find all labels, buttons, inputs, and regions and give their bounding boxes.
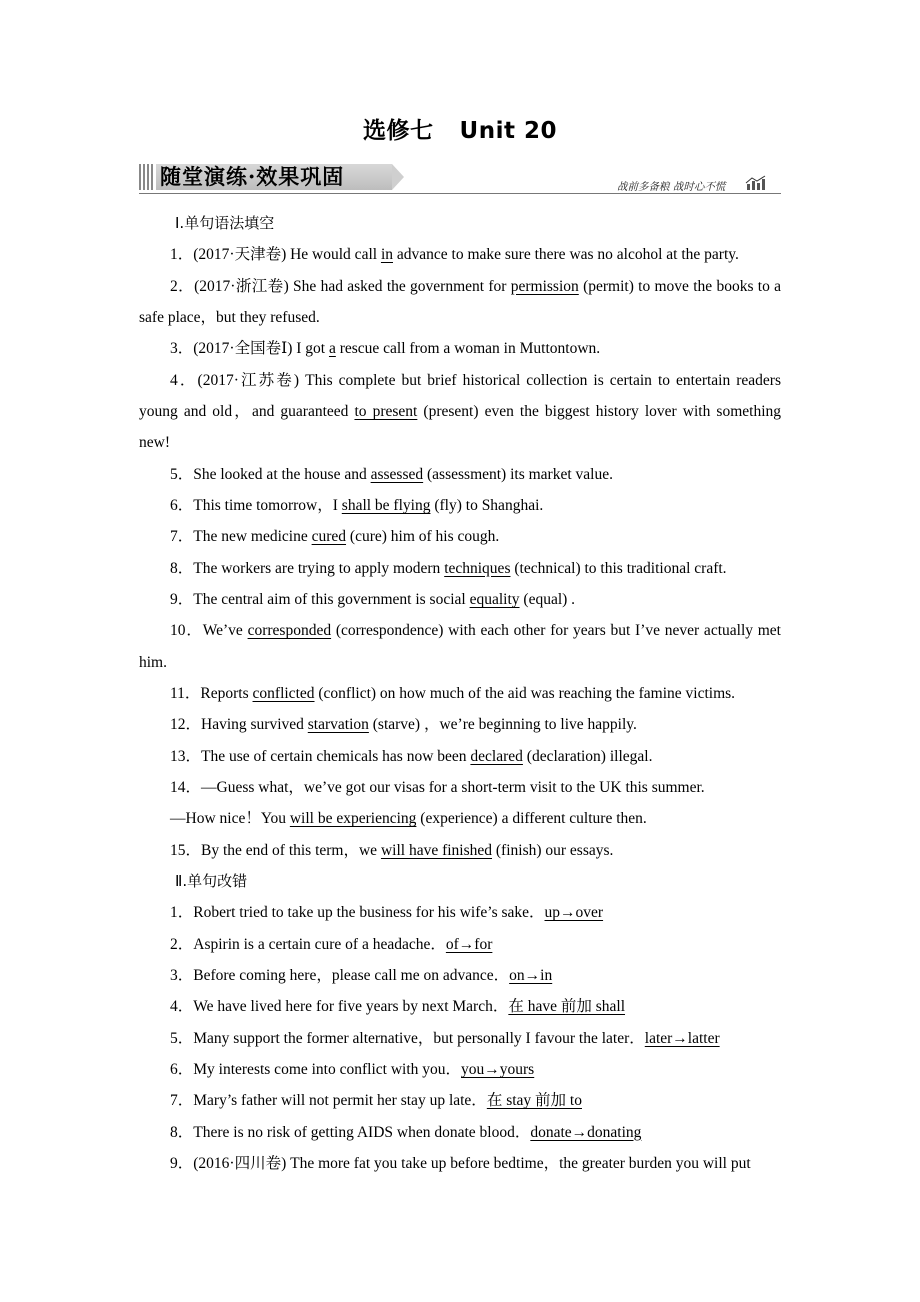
item-text: (assessment) its market value. bbox=[423, 465, 613, 483]
item-text: (equal) . bbox=[519, 590, 576, 608]
answer: you→yours bbox=[461, 1060, 535, 1078]
exercise-item bbox=[139, 803, 781, 834]
exercise-item bbox=[139, 1148, 781, 1179]
exercise-item bbox=[139, 897, 781, 928]
exercise-item bbox=[139, 584, 781, 615]
exercise-item bbox=[139, 553, 781, 584]
answer: starvation bbox=[307, 716, 369, 734]
item-text: (correspondence) with each other for years but I’ve never actually met him. bbox=[139, 622, 781, 671]
answer: cured bbox=[311, 528, 347, 546]
exercise-item bbox=[139, 1023, 781, 1054]
item-text: (conflict) on how much of the aid was reaching the famine victims. bbox=[314, 684, 736, 702]
answer: will have finished bbox=[380, 841, 493, 859]
answer: 在 stay 前加 to bbox=[486, 1092, 582, 1110]
answer: of→for bbox=[445, 935, 493, 953]
answer: permission bbox=[510, 277, 579, 295]
exercise-item bbox=[139, 1117, 781, 1148]
item-text: 4．(2017·江苏卷) This complete but brief historical collection is certain to entertain readers young and old，and guaranteed bbox=[139, 371, 781, 420]
title-cn: 选修七 bbox=[363, 118, 434, 144]
item-text: 15．By the end of this term，we bbox=[170, 841, 381, 859]
item-text: 7．The new medicine bbox=[170, 528, 312, 546]
item-text: 12．Having survived bbox=[170, 716, 308, 734]
item-text: (finish) our essays. bbox=[492, 841, 614, 859]
banner-stripes bbox=[139, 164, 155, 190]
item-text: 5．She looked at the house and bbox=[170, 465, 371, 483]
section-banner bbox=[139, 162, 404, 192]
section-heading bbox=[139, 866, 781, 897]
item-text: 7．Mary’s father will not permit her stay up late． bbox=[170, 1092, 487, 1110]
item-text: 1．Robert tried to take up the business for his wife’s sake． bbox=[170, 904, 545, 922]
exercise-item bbox=[139, 960, 781, 991]
item-text: Ⅰ.单句语法填空 bbox=[175, 214, 275, 232]
exercise-item bbox=[139, 709, 781, 740]
item-text: 6．This time tomorrow，I bbox=[170, 496, 342, 514]
item-text: (cure) him of his cough. bbox=[346, 528, 500, 546]
item-text: 6．My interests come into conflict with you． bbox=[170, 1060, 462, 1078]
item-text: 13．The use of certain chemicals has now been bbox=[170, 747, 471, 765]
divider bbox=[139, 193, 781, 194]
answer: later→latter bbox=[644, 1029, 720, 1047]
exercise-item bbox=[139, 333, 781, 364]
item-text: 9．(2016·四川卷) The more fat you take up before bedtime，the greater burden you will put bbox=[170, 1154, 751, 1172]
answer: on→in bbox=[509, 966, 553, 984]
answer: assessed bbox=[370, 465, 424, 483]
item-text: (permit) to move the books to a safe place，but they refused. bbox=[139, 277, 782, 326]
answer: 在 have 前加 shall bbox=[508, 998, 626, 1016]
exercise-item bbox=[139, 835, 781, 866]
item-text: 11．Reports bbox=[170, 684, 253, 702]
answer: corresponded bbox=[247, 622, 332, 640]
answer: declared bbox=[470, 747, 523, 765]
exercise-item bbox=[139, 929, 781, 960]
item-text: (fly) to Shanghai. bbox=[430, 496, 544, 514]
item-text: 8．The workers are trying to apply modern bbox=[170, 559, 445, 577]
item-text: rescue call from a woman in Muttontown. bbox=[335, 340, 601, 358]
answer: in bbox=[380, 246, 393, 264]
item-text: 9．The central aim of this government is social bbox=[170, 590, 470, 608]
exercise-item bbox=[139, 271, 781, 334]
answer: up→over bbox=[544, 904, 604, 922]
item-text: 1．(2017·天津卷) He would call bbox=[170, 246, 381, 264]
exercise-item bbox=[139, 772, 781, 803]
exercise-item bbox=[139, 1054, 781, 1085]
item-text: (present) even the biggest history lover with something new! bbox=[139, 402, 781, 452]
answer: a bbox=[328, 340, 336, 358]
answer: techniques bbox=[444, 559, 511, 577]
item-text: —How nice！You bbox=[170, 810, 290, 828]
item-text: (starve) ，we’re beginning to live happily. bbox=[368, 716, 637, 734]
page-title bbox=[0, 112, 920, 145]
exercise-item bbox=[139, 991, 781, 1022]
item-text: (declaration) illegal. bbox=[522, 747, 653, 765]
item-text: 5．Many support the former alternative，but personally I favour the later． bbox=[170, 1029, 645, 1047]
title-en: Unit 20 bbox=[459, 118, 557, 144]
exercise-item bbox=[139, 459, 781, 490]
item-text: 14．—Guess what，we’ve got our visas for a short-term visit to the UK this summer. bbox=[170, 778, 705, 796]
exercise-item bbox=[139, 521, 781, 552]
exercise-item bbox=[139, 615, 781, 678]
answer: donate→donating bbox=[530, 1123, 642, 1141]
exercise-item bbox=[139, 678, 781, 709]
section-heading bbox=[139, 208, 781, 239]
item-text: 4．We have lived here for five years by next March． bbox=[170, 998, 509, 1016]
item-text: advance to make sure there was no alcohol at the party. bbox=[393, 246, 739, 264]
item-text: 8．There is no risk of getting AIDS when donate blood． bbox=[170, 1123, 531, 1141]
answer: conflicted bbox=[252, 684, 315, 702]
item-text: Ⅱ.单句改错 bbox=[175, 871, 248, 890]
exercise-item bbox=[139, 239, 781, 270]
item-text: 2．(2017·浙江卷) She had asked the government for bbox=[170, 277, 511, 295]
chart-icon bbox=[745, 175, 767, 191]
exercise-item bbox=[139, 1085, 781, 1116]
answer: to present bbox=[354, 402, 418, 420]
item-text: (technical) to this traditional craft. bbox=[510, 559, 727, 577]
answer: shall be flying bbox=[341, 496, 431, 514]
answer: will be experiencing bbox=[289, 810, 417, 828]
item-text: 3．Before coming here，please call me on advance． bbox=[170, 966, 510, 984]
item-text: 10．We’ve bbox=[170, 622, 248, 640]
exercise-item bbox=[139, 741, 781, 772]
banner-arrow-icon bbox=[392, 164, 404, 190]
item-text: 2．Aspirin is a certain cure of a headache． bbox=[170, 935, 446, 953]
item-text: (experience) a different culture then. bbox=[416, 810, 647, 828]
exercise-item bbox=[139, 490, 781, 521]
answer: equality bbox=[469, 590, 520, 608]
exercise-body bbox=[139, 208, 781, 1179]
item-text: 3．(2017·全国卷Ⅰ) I got bbox=[170, 340, 329, 358]
banner-label: 随堂演练·效果巩固 bbox=[156, 164, 392, 190]
exercise-item bbox=[139, 365, 781, 459]
banner-slogan: 战前多备粮 战时心不慌 bbox=[617, 181, 726, 193]
